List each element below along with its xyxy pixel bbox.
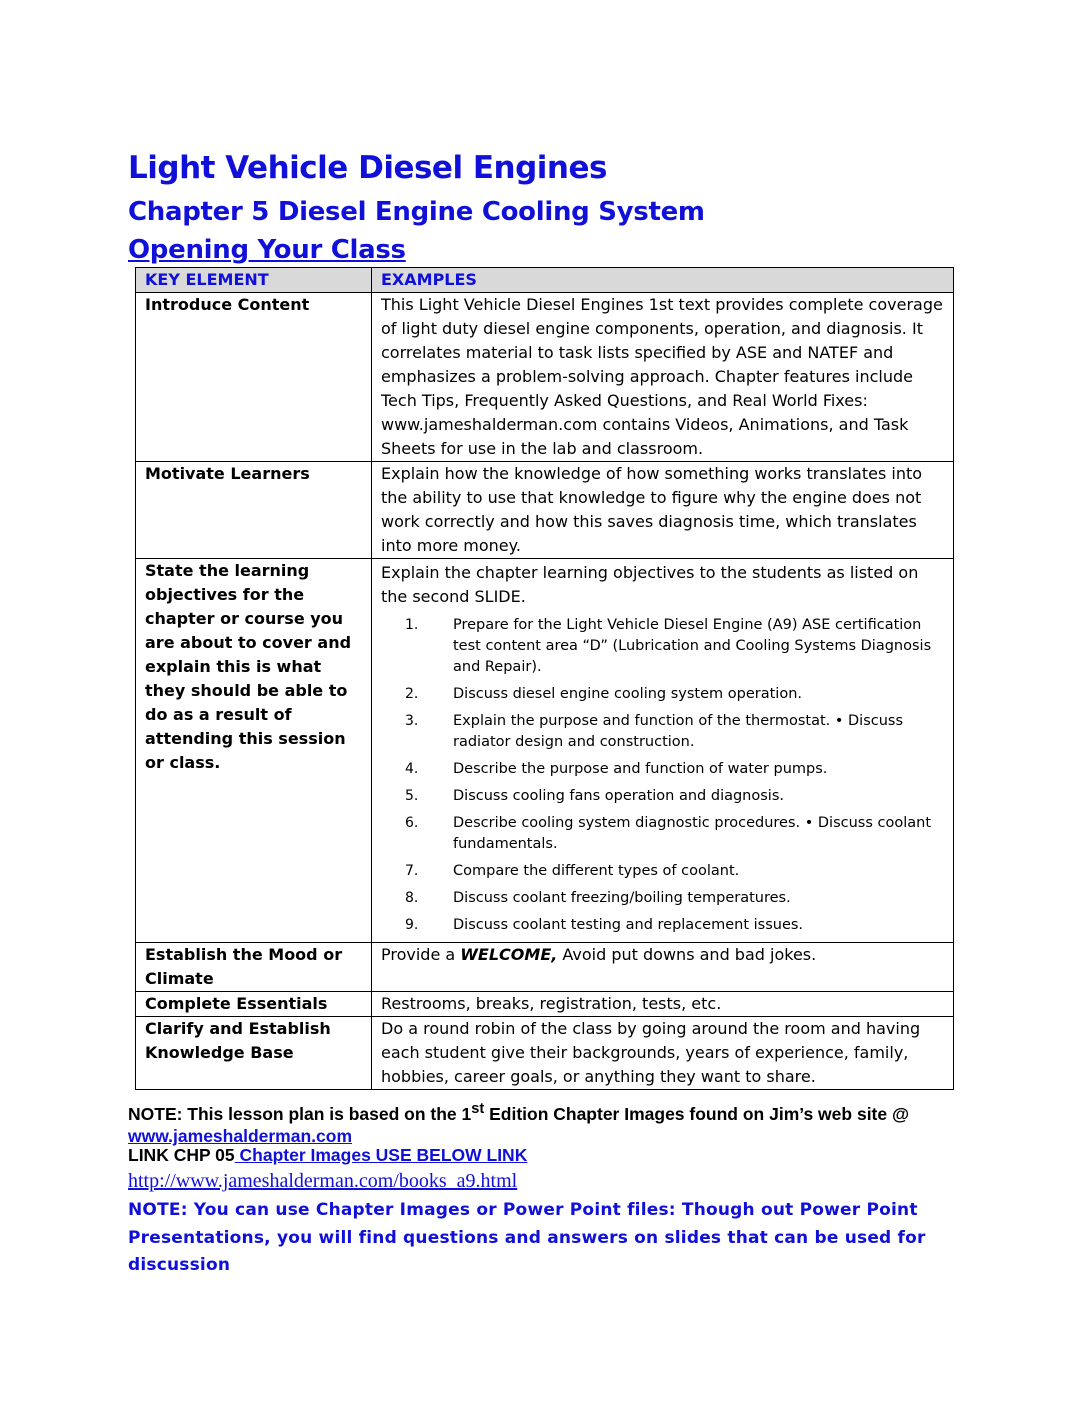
lesson-plan-note xyxy=(128,1098,958,1147)
list-item xyxy=(381,759,945,780)
item-number: 5. xyxy=(405,788,419,804)
chapter-link-line xyxy=(128,1145,527,1166)
item-number: 6. xyxy=(405,815,419,831)
list-item xyxy=(381,888,945,909)
row-key-essentials: Complete Essentials xyxy=(136,992,372,1017)
link-label: LINK CHP 05 xyxy=(128,1145,235,1165)
list-item xyxy=(381,813,945,855)
item-number: 9. xyxy=(405,917,419,933)
row-text-knowledge: Do a round robin of the class by going around the room and having each student give their backgrounds, years of experience, family, hobbies, career goals, or anything they want to share. xyxy=(372,1017,954,1090)
list-item xyxy=(381,684,945,705)
row-key-mood: Establish the Mood or Climate xyxy=(136,943,372,992)
item-text: Discuss coolant freezing/boiling temperatures. xyxy=(453,890,791,906)
mood-text-before: Provide a xyxy=(381,945,461,964)
list-item xyxy=(381,615,945,678)
table-row xyxy=(136,462,954,559)
item-text: Compare the different types of coolant. xyxy=(453,863,740,879)
row-text-motivate: Explain how the knowledge of how something works translates into the ability to use that knowledge to figure why the engine does not work correctly and how this saves diagnosis time, which translates into more money. xyxy=(372,462,954,559)
row-key-motivate: Motivate Learners xyxy=(136,462,372,559)
books-url-link[interactable]: http://www.jameshalderman.com/books_a9.html xyxy=(128,1170,518,1192)
mood-emphasis: WELCOME, xyxy=(460,945,558,964)
row-text-mood xyxy=(372,943,954,992)
table-row xyxy=(136,992,954,1017)
item-number: 7. xyxy=(405,863,419,879)
row-key-introduce: Introduce Content xyxy=(136,293,372,462)
table-header-row xyxy=(136,268,954,293)
table-row xyxy=(136,943,954,992)
examples-header: EXAMPLES xyxy=(372,268,954,293)
table-row xyxy=(136,559,954,943)
website-link[interactable]: www.jameshalderman.com xyxy=(128,1125,353,1146)
note1-text-after: Edition Chapter Images found on Jim’s web site @ xyxy=(484,1103,910,1124)
item-text: Prepare for the Light Vehicle Diesel Engine (A9) ASE certification test content area “D” (Lubrication and Cooling Systems Diagnosis and Repair). xyxy=(453,617,932,675)
item-number: 8. xyxy=(405,890,419,906)
key-element-header: KEY ELEMENT xyxy=(136,268,372,293)
objectives-list xyxy=(381,615,945,936)
item-text: Discuss cooling fans operation and diagnosis. xyxy=(453,788,784,804)
chapter-images-link[interactable]: Chapter Images USE BELOW LINK xyxy=(234,1145,528,1165)
list-item xyxy=(381,915,945,936)
item-text: Describe the purpose and function of water pumps. xyxy=(453,761,828,777)
item-number: 4. xyxy=(405,761,419,777)
item-text: Discuss diesel engine cooling system operation. xyxy=(453,686,802,702)
row-key-objectives: State the learning objectives for the chapter or course you are about to cover and explain this is what they should be able to do as a result of attending this session or class. xyxy=(136,559,372,943)
note1-text: NOTE: This lesson plan is based on the 1 xyxy=(128,1103,472,1124)
item-text: Explain the purpose and function of the thermostat. • Discuss radiator design and construction. xyxy=(453,713,904,750)
section-title: Opening Your Class xyxy=(128,235,406,265)
item-number: 2. xyxy=(405,686,419,702)
row-key-knowledge: Clarify and Establish Knowledge Base xyxy=(136,1017,372,1090)
list-item xyxy=(381,786,945,807)
powerpoint-note: NOTE: You can use Chapter Images or Power Point files: Though out Power Point Presentations, you will find questions and answers on slides that can be used for discussion xyxy=(128,1200,926,1275)
mood-text-after: Avoid put downs and bad jokes. xyxy=(557,945,817,964)
note1-superscript: st xyxy=(471,1101,485,1117)
chapter-title: Chapter 5 Diesel Engine Cooling System xyxy=(128,197,705,227)
list-item xyxy=(381,861,945,882)
row-objectives-cell xyxy=(372,559,954,943)
lesson-plan-table xyxy=(135,267,954,1090)
item-number: 3. xyxy=(405,713,419,729)
row-text-introduce: This Light Vehicle Diesel Engines 1st text provides complete coverage of light duty diesel engine components, operation, and diagnosis. It correlates material to task lists specified by ASE and NATEF and emphasizes a problem-solving approach. Chapter features include Tech Tips, Frequently Asked Questions, and Real World Fixes: www.jameshalderman.com contains Videos, Animations, and Task Sheets for use in the lab and classroom. xyxy=(372,293,954,462)
list-item xyxy=(381,711,945,753)
item-text: Describe cooling system diagnostic procedures. • Discuss coolant fundamentals. xyxy=(453,815,932,852)
item-text: Discuss coolant testing and replacement issues. xyxy=(453,917,804,933)
item-number: 1. xyxy=(405,617,419,633)
table-row xyxy=(136,293,954,462)
table-row xyxy=(136,1017,954,1090)
row-text-essentials: Restrooms, breaks, registration, tests, etc. xyxy=(372,992,954,1017)
objectives-intro: Explain the chapter learning objectives to the students as listed on the second SLIDE. xyxy=(381,563,919,606)
document-title: Light Vehicle Diesel Engines xyxy=(128,150,607,186)
